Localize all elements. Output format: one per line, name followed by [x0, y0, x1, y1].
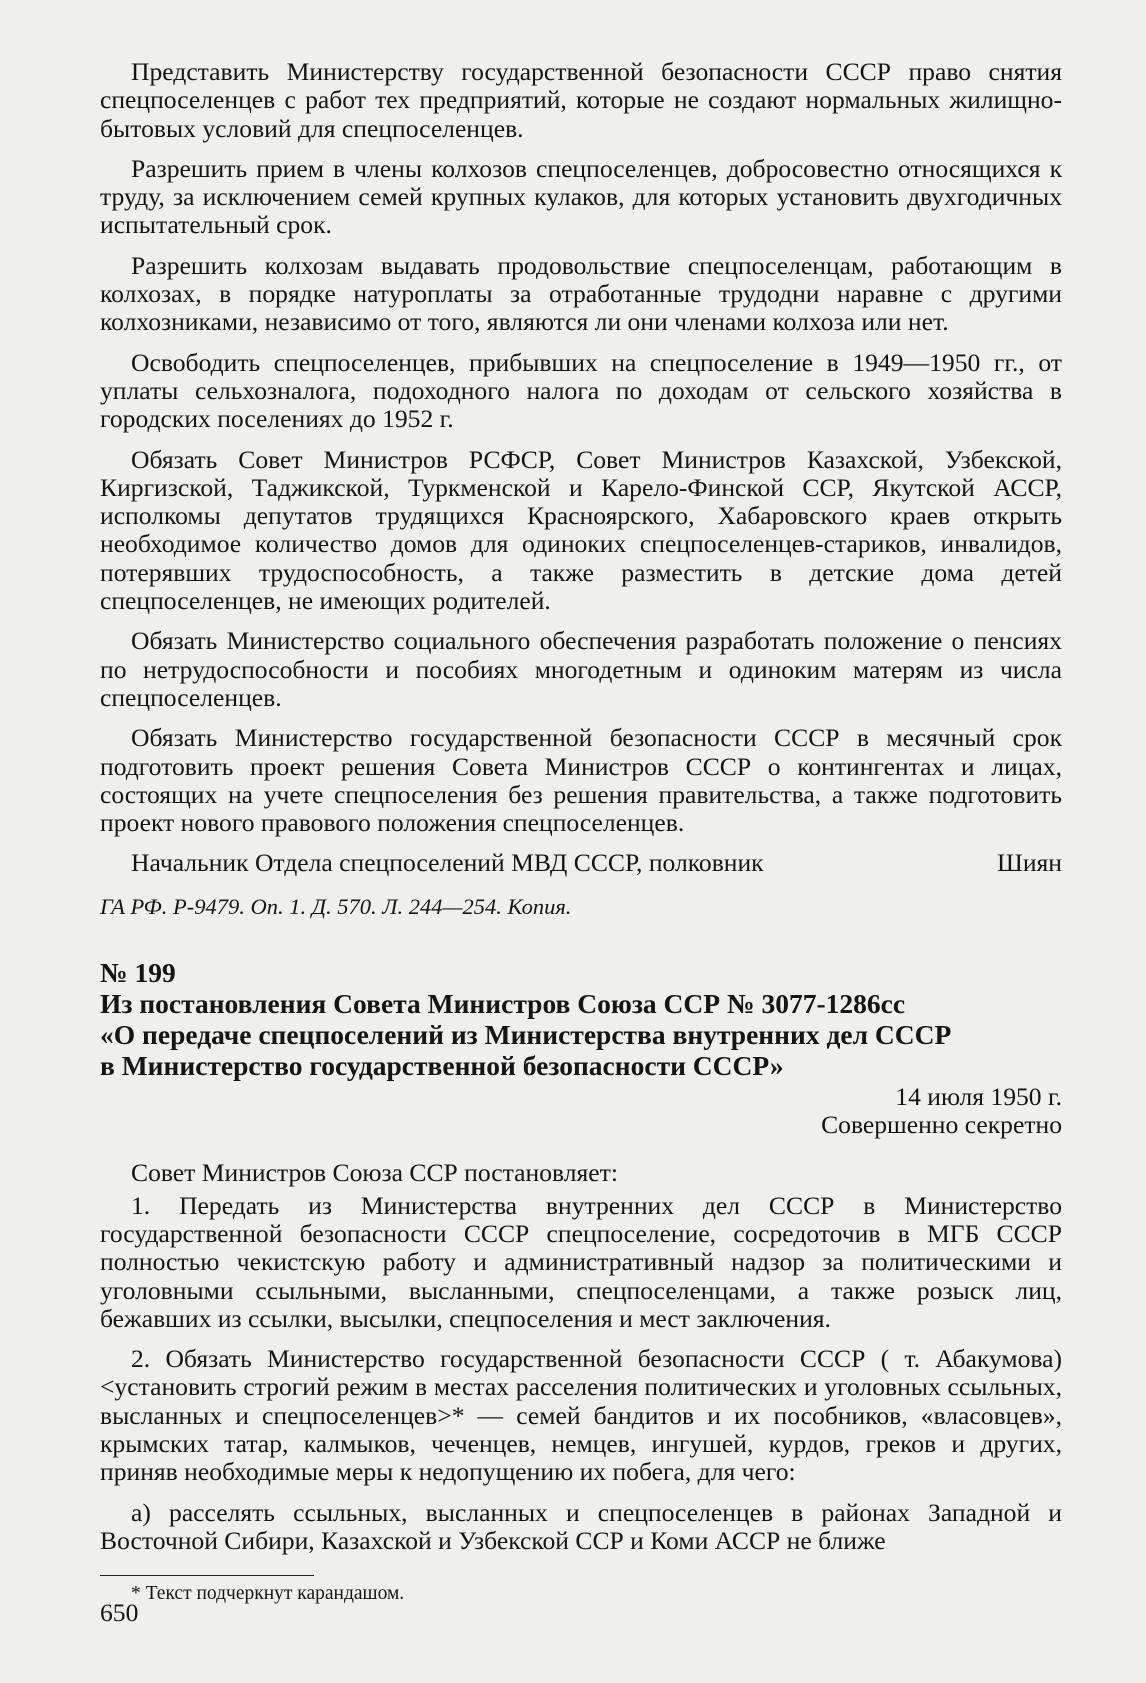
paragraph: Обязать Совет Министров РСФСР, Совет Министров Казахской, Узбекской, Киргизской, Таджикской, Туркменской и Карело-Финской ССР, Якутской АССР, исполкомы депутатов трудящихся Красноярского, Хабаровского краев открыть необходимое количество домов для одиноких спецпоселенцев-стариков, инвалидов, потерявших трудоспособность, а также разместить в детские дома детей спецпоселенцев, не имеющих родителей. [100, 444, 1062, 616]
document-date: 14 июля 1950 г. [895, 1081, 1062, 1111]
signature-name: Шиян [997, 848, 1062, 878]
paragraph: Разрешить прием в члены колхозов спецпоселенцев, добросовестно относящихся к труду, за исключением семей крупных кулаков, для которых установить двухгодичных испытательный срок. [100, 153, 1062, 240]
document-number: № 199 [100, 956, 176, 988]
paragraph: Разрешить колхозам выдавать продовольствие спецпоселенцам, работающим в колхозах, в порядке натуроплаты за отработанные трудодни наравне с другими колхозниками, независимо от того, являются ли они членами колхоза или нет. [100, 250, 1062, 337]
paragraph: Освободить спецпоселенцев, прибывших на спецпоселение в 1949—1950 гг., от уплаты сельхозналога, подоходного налога по доходам от сельского хозяйства в городских поселениях до 1952 г. [100, 347, 1062, 434]
footnote: * Текст подчеркнут карандашом. [131, 1583, 405, 1605]
resolution-item: а) расселять ссыльных, высланных и спецпоселенцев в районах Западной и Восточной Сибири, Казахской и Узбекской ССР и Коми АССР не ближе [100, 1497, 1062, 1555]
paragraph: Представить Министерству государственной безопасности СССР право снятия спецпоселенцев с работ тех предприятий, которые не создают нормальных жилищно-бытовых условий для спецпоселенцев. [100, 57, 1062, 143]
paragraph: Обязать Министерство государственной безопасности СССР в месячный срок подготовить проект решения Совета Министров СССР о контингентах и лицах, состоящих на учете спецпоселения без решения правительства, а также подготовить проект нового правового положения спецпоселенцев. [100, 723, 1062, 838]
document-title-line: «О передаче спецпоселений из Министерства внутренних дел СССР [100, 1018, 952, 1050]
footnote-divider [100, 1575, 314, 1576]
resolution-item: 1. Передать из Министерства внутренних дел СССР в Министерство государственной безопасности СССР спецпоселение, сосредоточив в МГБ СССР полностью чекистскую работу и административный надзор за политическими и уголовными ссыльными, высланными, спецпоселенцами, а также розыск лиц, бежавших из ссылки, высылки, спецпоселения и мест заключения. [100, 1190, 1062, 1333]
signature-position: Начальник Отдела спецпоселений МВД СССР, полковник [131, 848, 764, 878]
classification-stamp: Совершенно секретно [821, 1110, 1062, 1140]
document-title-line: в Министерство государственной безопасности СССР» [100, 1049, 784, 1081]
archive-reference: ГА РФ. Р-9479. Оп. 1. Д. 570. Л. 244—254. Копия. [100, 893, 572, 919]
page-number: 650 [100, 1598, 139, 1627]
signature-line [100, 849, 1062, 877]
document-title-line: Из постановления Совета Министров Союза ССР № 3077-1286сс [100, 987, 906, 1019]
resolution-intro: Совет Министров Союза ССР постановляет: [131, 1158, 618, 1188]
paragraph: Обязать Министерство социального обеспечения разработать положение о пенсиях по нетрудоспособности и пособиях многодетным и одиноким матерям из числа спецпоселенцев. [100, 626, 1062, 712]
resolution-item: 2. Обязать Министерство государственной безопасности СССР ( т. Абакумова) <установить строгий режим в местах расселения политических и уголовных ссыльных, высланных и спецпоселенцев>* — семей бандитов и их пособников, «власовцев», крымских татар, калмыков, чеченцев, немцев, ингушей, курдов, греков и других, приняв необходимые меры к недопущению их побега, для чего: [100, 1344, 1062, 1487]
document-title [100, 988, 1062, 1081]
